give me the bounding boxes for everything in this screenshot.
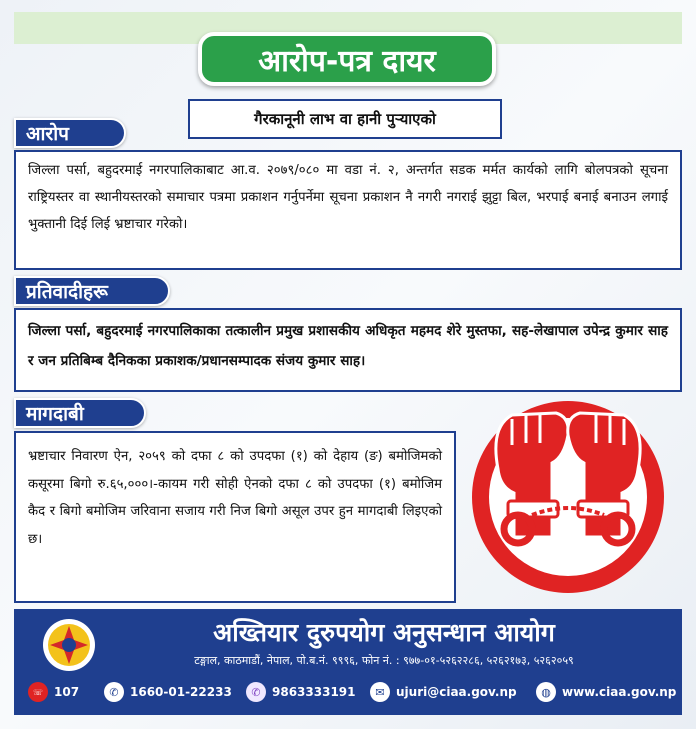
contact-hotline[interactable]: [28, 680, 79, 704]
contact-website[interactable]: [536, 680, 676, 704]
contact-viber[interactable]: [246, 680, 356, 704]
allegation-label: आरोप: [14, 118, 126, 148]
viber-icon: ✆: [246, 682, 266, 702]
contact-phone[interactable]: [104, 680, 232, 704]
globe-icon: ◍: [536, 682, 556, 702]
footer: [14, 609, 682, 715]
contact-email[interactable]: [370, 680, 517, 704]
contact-value: ujuri@ciaa.gov.np: [396, 685, 517, 699]
page-title: आरोप-पत्र दायर: [198, 32, 496, 86]
contact-value: 1660-01-22233: [130, 685, 232, 699]
claim-text: भ्रष्टाचार निवारण ऐन, २०५९ को दफा ८ को उपदफा (१) को देहाय (ङ) बमोजिमको कसूरमा बिगो रु.६५,०००।-कायम गरी सोही ऐनको दफा ८ को उपदफा (१) बमोजिम कैद र बिगो बमोजिम जरिवाना सजाय गरी निज बिगो असूल उपर हुन मागदाबी लिइएको छ।: [14, 431, 456, 603]
allegation-text: जिल्ला पर्सा, बहुदरमाई नगरपालिकाबाट आ.व. २०७९/०८० मा वडा नं. २, अन्तर्गत सडक मर्मत कार्यको लागि बोलपत्रको सूचना राष्ट्रियस्तर वा स्थानीयस्तरको समाचार पत्रमा प्रकाशन गर्नुपर्नेमा सूचना प्रकाशन नै नगरी नगराई झुट्टा बिल, भरपाई बनाई बनाउन लगाई भुक्तानी दिई लिई भ्रष्टाचार गरेको।: [14, 150, 682, 270]
contact-value: 107: [54, 685, 80, 699]
contact-value: 9863333191: [272, 685, 356, 699]
organization-name: अख्तियार दुरुपयोग अनुसन्धान आयोग: [213, 618, 555, 647]
defendants-label: प्रतिवादीहरू: [14, 276, 170, 306]
phone-icon: ✆: [104, 682, 124, 702]
email-icon: ✉: [370, 682, 390, 702]
claim-label: मागदाबी: [14, 398, 146, 428]
ciaa-logo-icon: [42, 618, 96, 672]
organization-address: टङ्गाल, काठमाडौं, नेपाल, पो.ब.नं. ९९९६, फोन नं. : ९७७-०१-५२६२२८६, ५२६२१७३, ५२६२०५९: [194, 654, 574, 667]
handcuffed-fists-icon: [460, 397, 676, 597]
contact-value: www.ciaa.gov.np: [562, 685, 677, 699]
page-subtitle: गैरकानूनी लाभ वा हानी पुऱ्याएको: [188, 99, 502, 139]
defendants-text: जिल्ला पर्सा, बहुदरमाई नगरपालिकाका तत्कालीन प्रमुख प्रशासकीय अधिकृत महमद शेरे मुस्तफा, सह-लेखापाल उपेन्द्र कुमार साह र जन प्रतिबिम्ब दैनिकका प्रकाशक/प्रधानसम्पादक संजय कुमार साह।: [14, 308, 682, 392]
hotline-icon: ☏: [28, 682, 48, 702]
